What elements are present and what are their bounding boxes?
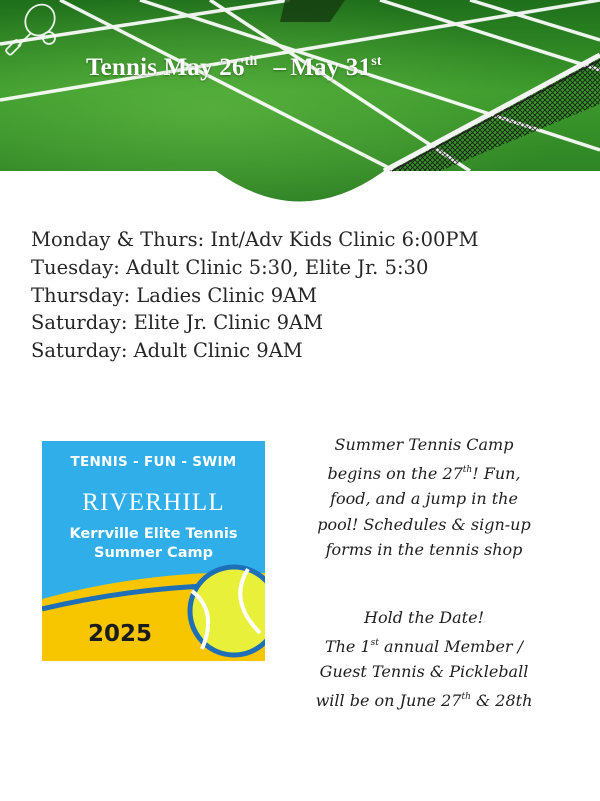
logo-subtitle: [42, 525, 265, 563]
hold-note-line: Guest Tennis & Pickleball: [319, 662, 529, 681]
schedule-item: Tuesday: Adult Clinic 5:30, Elite Jr. 5:30: [31, 255, 429, 279]
camp-note-sup: th: [462, 464, 473, 475]
hold-note-text: will be on June 27: [315, 690, 462, 710]
clinic-schedule: [31, 226, 479, 365]
schedule-item: Saturday: Adult Clinic 9AM: [31, 339, 303, 363]
hold-the-date-note: [296, 605, 552, 713]
camp-note-text: begins on the 27: [327, 463, 463, 483]
hold-note-line: Hold the Date!: [363, 608, 484, 627]
hold-note-line: [296, 685, 552, 714]
camp-note-line: pool! Schedules & sign-up: [317, 514, 531, 534]
logo-tagline: TENNIS - FUN - SWIM: [70, 454, 237, 470]
title-dash: –: [273, 54, 287, 81]
hold-note-text: The 1: [324, 636, 371, 656]
title-start: Tennis May 26: [86, 54, 245, 81]
summer-camp-logo: [42, 441, 265, 661]
hold-note-sup: st: [370, 637, 379, 648]
schedule-item: Thursday: Ladies Clinic 9AM: [31, 283, 318, 307]
schedule-item: Saturday: Elite Jr. Clinic 9AM: [31, 311, 324, 335]
hold-note-line: [296, 631, 552, 660]
logo-line-2: Summer Camp: [94, 545, 213, 561]
summer-camp-note: [296, 432, 552, 563]
tennis-court-image: [0, 0, 600, 202]
hold-note-sup: th: [461, 691, 471, 702]
logo-line-1: Kerrville Elite Tennis: [69, 526, 238, 542]
title-end: May 31: [290, 54, 372, 81]
title-start-sup: th: [244, 54, 258, 69]
title-end-sup: st: [371, 54, 382, 69]
page-title: [86, 54, 382, 82]
logo-year: 2025: [88, 621, 153, 647]
logo-brand: RIVERHILL: [82, 489, 225, 516]
camp-note-text: ! Fun,: [472, 463, 521, 483]
header-banner: [0, 0, 600, 202]
hold-note-text: annual Member /: [378, 636, 524, 656]
tennis-ball-icon: [190, 567, 265, 655]
camp-note-line: Summer Tennis Camp: [334, 435, 514, 454]
schedule-item: Monday & Thurs: Int/Adv Kids Clinic 6:00PM: [31, 228, 479, 251]
hold-note-text: & 28th: [470, 690, 533, 710]
camp-note-line: forms in the tennis shop: [325, 540, 523, 559]
camp-note-line: [296, 458, 552, 487]
camp-note-line: food, and a jump in the: [330, 489, 518, 508]
tennis-racket-icon: [0, 0, 64, 62]
